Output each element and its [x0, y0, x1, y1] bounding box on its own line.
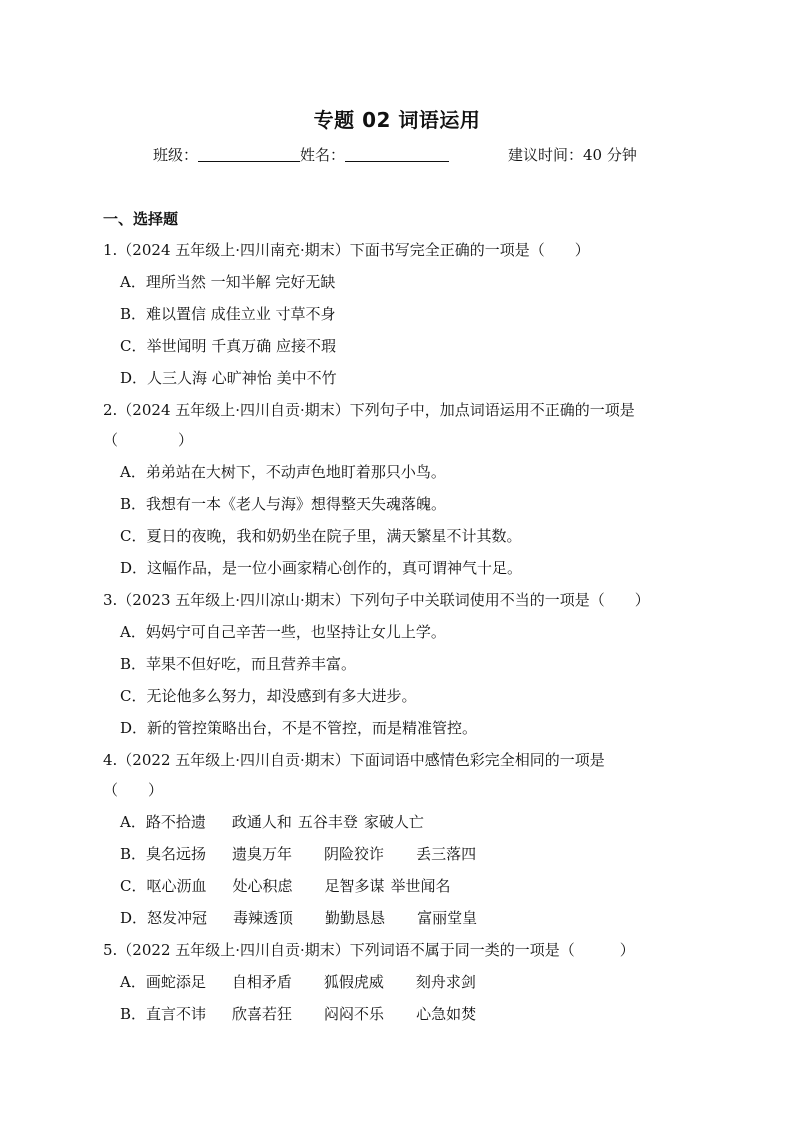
- option-a[interactable]: A．理所当然 一知半解 完好无缺: [120, 273, 336, 291]
- option-c[interactable]: C．夏日的夜晚，我和奶奶坐在院子里，满天繁星不计其数。: [120, 527, 522, 545]
- option-word: 丢三落四: [416, 845, 477, 863]
- option-word: 阴险狡诈: [324, 845, 385, 863]
- option-a[interactable]: [120, 812, 424, 832]
- name-blank[interactable]: [345, 145, 449, 162]
- option-word: 遗臭万年: [232, 845, 293, 863]
- option-word: D．怒发冲冠: [120, 909, 208, 927]
- page-title: 专题 02 词语运用: [313, 108, 481, 132]
- class-field: [153, 144, 449, 165]
- option-word: 举世闻名: [390, 877, 451, 895]
- answer-bracket[interactable]: （ ）: [103, 431, 194, 449]
- option-b[interactable]: B．苹果不但好吃，而且营养丰富。: [120, 655, 357, 673]
- option-word: 勤勤恳恳: [325, 909, 386, 927]
- name-label: 姓名：: [300, 146, 346, 164]
- option-word: 毒辣透顶: [233, 909, 294, 927]
- option-d[interactable]: D．这幅作品，是一位小画家精心创作的，真可谓神气十足。: [120, 559, 523, 577]
- question-stem: 3.（2023 五年级上·四川凉山·期末）下列句子中关联词使用不当的一项是（ ）: [103, 591, 650, 609]
- answer-bracket[interactable]: （ ）: [103, 781, 164, 799]
- option-d[interactable]: D．新的管控策略出台，不是不管控，而是精准管控。: [120, 719, 478, 737]
- option-word: 欣喜若狂: [232, 1005, 293, 1023]
- option-a[interactable]: A．妈妈宁可自己辛苦一些，也坚持让女儿上学。: [120, 623, 446, 641]
- option-b[interactable]: B．难以置信 成佳立业 寸草不身: [120, 305, 336, 323]
- option-c[interactable]: C．无论他多么努力，却没感到有多大进步。: [120, 687, 417, 705]
- time-suggestion: 建议时间：40 分钟: [508, 146, 637, 164]
- class-blank[interactable]: [198, 145, 300, 162]
- option-word: C．呕心沥血: [120, 877, 207, 895]
- option-word: A．路不拾遗: [120, 813, 206, 831]
- option-word: 足智多谋: [324, 877, 385, 895]
- option-word: 政通人和: [231, 813, 292, 831]
- option-word: 心急如焚: [416, 1005, 477, 1023]
- option-c[interactable]: C．举世闻明 千真万确 应接不瑕: [120, 337, 337, 355]
- class-label: 班级：: [153, 146, 199, 164]
- option-word: A．画蛇添足: [120, 973, 206, 991]
- option-d[interactable]: D．人三人海 心旷神怡 美中不竹: [120, 369, 337, 387]
- question-stem: 1.（2024 五年级上·四川南充·期末）下面书写完全正确的一项是（ ）: [103, 241, 590, 259]
- option-d[interactable]: [120, 908, 477, 928]
- section-heading: 一、选择题: [103, 210, 179, 228]
- option-a[interactable]: [120, 972, 476, 992]
- option-word: 闷闷不乐: [324, 1005, 385, 1023]
- option-c[interactable]: [120, 876, 451, 896]
- option-word: 狐假虎威: [323, 973, 384, 991]
- option-word: B．直言不讳: [120, 1005, 207, 1023]
- option-word: 富丽堂皇: [417, 909, 478, 927]
- option-b[interactable]: B．我想有一本《老人与海》想得整天失魂落魄。: [120, 495, 447, 513]
- option-b[interactable]: [120, 1004, 476, 1024]
- question-stem: 5.（2022 五年级上·四川自贡·期末）下列词语不属于同一类的一项是（ ）: [103, 941, 635, 959]
- option-word: 家破人亡: [363, 813, 424, 831]
- question-stem: 2.（2024 五年级上·四川自贡·期末）下列句子中，加点词语运用不正确的一项是: [103, 401, 635, 419]
- option-word: 五谷丰登: [297, 813, 358, 831]
- question-stem: 4.（2022 五年级上·四川自贡·期末）下面词语中感情色彩完全相同的一项是: [103, 751, 605, 769]
- option-b[interactable]: [120, 844, 476, 864]
- option-word: 自相矛盾: [231, 973, 292, 991]
- option-a[interactable]: A．弟弟站在大树下，不动声色地盯着那只小鸟。: [120, 463, 446, 481]
- option-word: B．臭名远扬: [120, 845, 207, 863]
- option-word: 刻舟求剑: [415, 973, 476, 991]
- option-word: 处心积虑: [232, 877, 293, 895]
